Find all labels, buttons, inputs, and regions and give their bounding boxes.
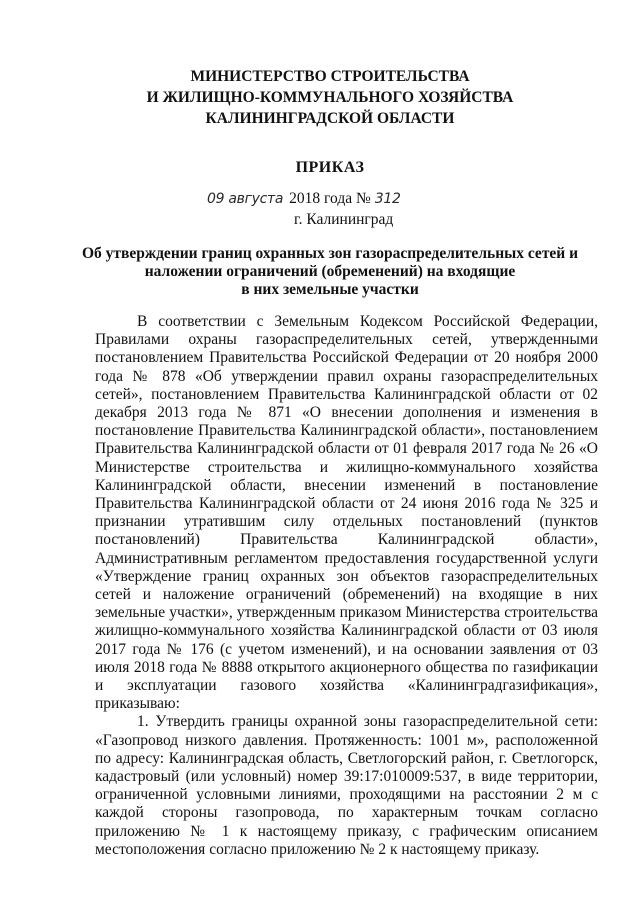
printed-year-and-number-label: 2018 года № [289,190,371,207]
order-subject [60,245,600,299]
clause-1-paragraph: 1. Утвердить границы охранной зоны газораспределительной сети: «Газопровод низкого давления. Протяженность: 1001 м», расположенной по адресу: Калининградская область, Светлогорский район, г. Светлогорск, кадастровый (или условный) номер 39:17:010009:537, в виде территории, ограниченной условными линиями, проходящими на расстоянии 2 м с каждой стороны газопровода, по характерным точкам согласно приложению № 1 к настоящему приказу, с графическим описанием местоположения согласно приложению № 2 к настоящему приказу. [95,713,598,858]
ministry-name-line-2: И ЖИЛИЩНО-КОММУНАЛЬНОГО ХОЗЯЙСТВА [146,89,514,106]
ministry-header [90,66,570,129]
handwritten-date: 09 августа [207,191,284,207]
document-type-title: ПРИКАЗ [295,159,365,176]
handwritten-order-number: 312 [374,191,401,207]
city-name: г. Калининград [294,211,394,228]
ministry-name-line-1: МИНИСТЕРСТВО СТРОИТЕЛЬСТВА [190,68,470,85]
preamble-paragraph: В соответствии с Земельным Кодексом Российской Федерации, Правилами охраны газораспределительных сетей, утвержденными постановлением Правительства Российской Федерации от 20 ноября 2000 года № 878 «Об утверждении правил охраны газораспределительных сетей», постановлением Правительства Калининградской области от 02 декабря 2013 года № 871 «О внесении дополнения и изменения в постановление Правительства Калининградской области», постановлением Правительства Калининградской области от 01 февраля 2017 года № 26 «О Министерстве строительства и жилищно-коммунального хозяйства Калининградской области, внесении изменений в постановление Правительства Калининградской области от 24 июня 2016 года № 325 и признании утратившим силу отдельных постановлений (пунктов постановлений) Правительства Калининградской области», Административным регламентом предоставления государственной услуги «Утверждение границ охранных зон объектов газораспределительных сетей и наложение ограничений (обременений) на входящие в них земельные участки», утвержденным приказом Министерства строительства жилищно-коммунального хозяйства Калининградской области от 03 июля 2017 года № 176 (с учетом изменений), и на основании заявления от 03 июля 2018 года № 8888 открытого акционерного общества по газификации и эксплуатации газового хозяйства «Калининградгазификация», приказываю: [95,313,598,713]
ministry-name-line-3: КАЛИНИНГРАДСКОЙ ОБЛАСТИ [205,110,455,127]
subject-line-2: наложении ограничений (обременений) на входящие [144,263,516,280]
subject-line-1: Об утверждении границ охранных зон газораспределительных сетей и [81,245,579,262]
order-date-line [207,190,401,208]
subject-line-3: в них земельные участки [241,281,419,298]
order-body [95,313,598,859]
